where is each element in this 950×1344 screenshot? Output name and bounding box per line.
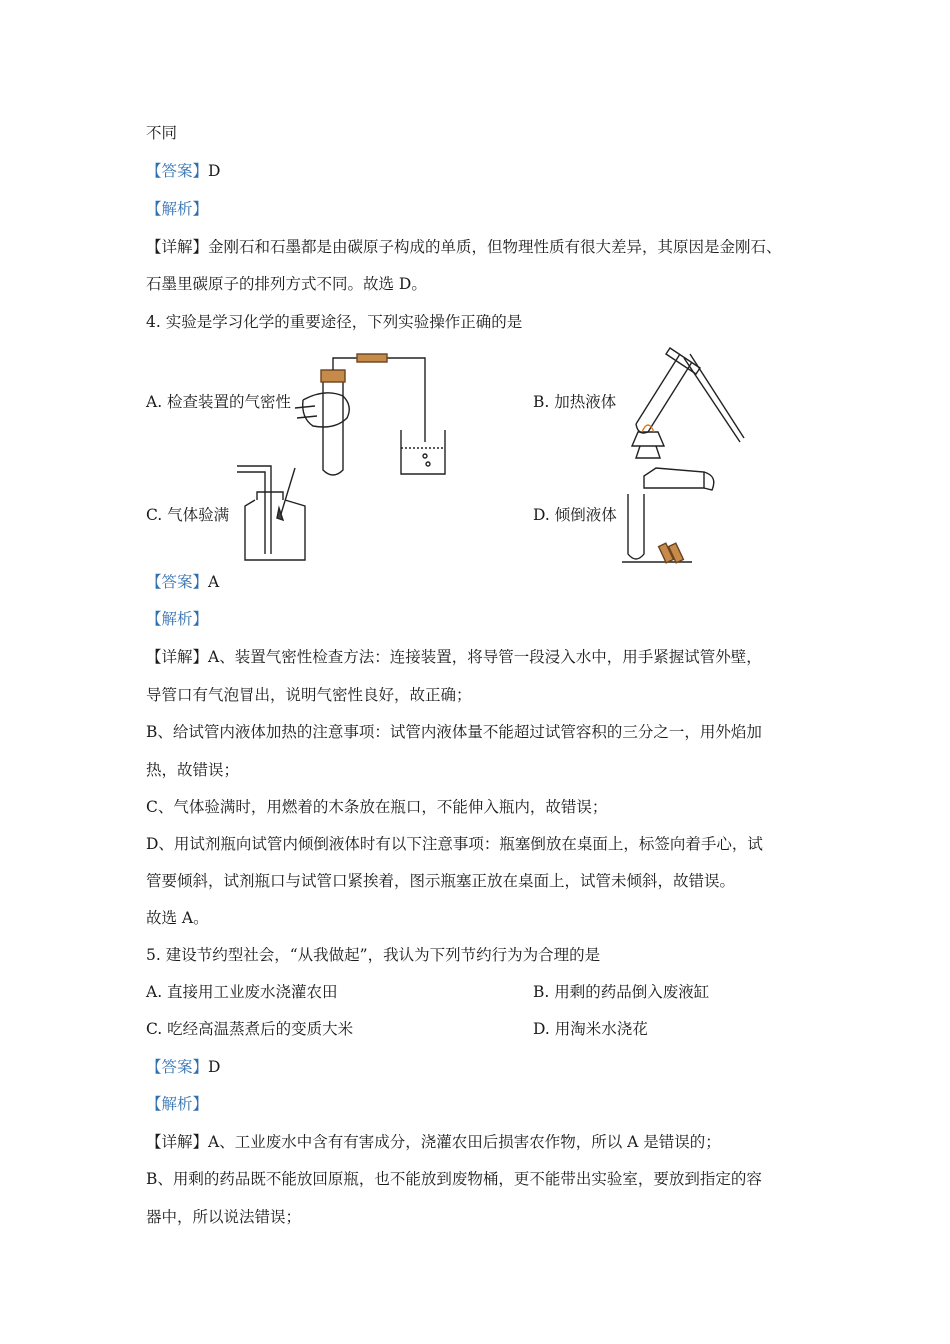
- detail-tag: 【详解】: [146, 648, 209, 666]
- q4-option-a: A. 检查装置的气密性: [146, 393, 292, 411]
- q4-detail-line-6: D、用试剂瓶向试管内倾倒液体时有以下注意事项：瓶塞倒放在桌面上，标签向着手心，试: [146, 835, 763, 853]
- q4-detail-line-1: 【详解】A、装置气密性检查方法：连接装置，将导管一段浸入水中，用手紧握试管外壁，: [146, 648, 762, 666]
- q5-detail-line-2: B、用剩的药品既不能放回原瓶，也不能放到废物桶，更不能带出实验室，要放到指定的容: [146, 1170, 762, 1188]
- q5-option-c: C. 吃经高温蒸煮后的变质大米: [146, 1020, 354, 1038]
- q4-option-d: D. 倾倒液体: [533, 506, 617, 524]
- q3-detail-line-1: 【详解】金刚石和石墨都是由碳原子构成的单质，但物理性质有很大差异，其原因是金刚石、: [146, 238, 782, 256]
- q5-answer: [146, 1056, 220, 1078]
- q5-analysis-tag: 【解析】: [146, 1095, 209, 1113]
- pouring-liquid-figure: [622, 458, 722, 568]
- detail-tag: 【详解】: [146, 1133, 209, 1151]
- heating-liquid-figure: [620, 340, 760, 465]
- q4-analysis-tag: 【解析】: [146, 610, 209, 628]
- q4-detail-line-3: B、给试管内液体加热的注意事项：试管内液体量不能超过试管容积的三分之一，用外焰加: [146, 723, 762, 741]
- answer-tag: 【答案】: [146, 1058, 209, 1076]
- q4-answer: [146, 571, 219, 593]
- q3-detail-line-2: 石墨里碳原子的排列方式不同。故选 D。: [146, 275, 427, 293]
- q5-option-a: A. 直接用工业废水浇灌农田: [146, 983, 338, 1001]
- answer-value: A: [208, 573, 220, 591]
- prev-question-tail: 不同: [146, 124, 178, 142]
- q4-detail-line-5: C、气体验满时，用燃着的木条放在瓶口，不能伸入瓶内，故错误；: [146, 798, 608, 816]
- q5-option-d: D. 用淘米水浇花: [533, 1020, 648, 1038]
- airtightness-check-figure: [295, 352, 465, 477]
- q5-option-b: B. 用剩的药品倒入废液缸: [533, 983, 710, 1001]
- answer-value: D: [208, 1058, 221, 1076]
- q3-analysis-tag: 【解析】: [146, 200, 209, 218]
- answer-tag: 【答案】: [146, 573, 209, 591]
- q4-detail-line-4: 热，故错误；: [146, 761, 240, 779]
- q4-conclusion: 故选 A。: [146, 909, 209, 927]
- detail-tag: 【详解】: [146, 238, 209, 256]
- q4-option-c: C. 气体验满: [146, 506, 230, 524]
- q4-detail-line-7: 管要倾斜，试剂瓶口与试管口紧挨着，图示瓶塞正放在桌面上，试管未倾斜，故错误。: [146, 872, 736, 890]
- q4-detail-line-2: 导管口有气泡冒出，说明气密性良好，故正确；: [146, 686, 472, 704]
- gas-full-test-figure: [235, 462, 315, 562]
- q4-option-b: B. 加热液体: [533, 393, 617, 411]
- answer-tag: 【答案】: [146, 162, 209, 180]
- q3-answer: [146, 160, 220, 182]
- q5-detail-line-1: 【详解】A、工业废水中含有有害成分，浇灌农田后损害农作物，所以 A 是错误的；: [146, 1133, 721, 1151]
- q5-stem: 5. 建设节约型社会，“从我做起”，我认为下列节约行为为合理的是: [146, 946, 601, 964]
- answer-value: D: [208, 162, 221, 180]
- q5-detail-line-3: 器中，所以说法错误；: [146, 1208, 302, 1226]
- q4-stem: 4. 实验是学习化学的重要途径，下列实验操作正确的是: [146, 313, 523, 331]
